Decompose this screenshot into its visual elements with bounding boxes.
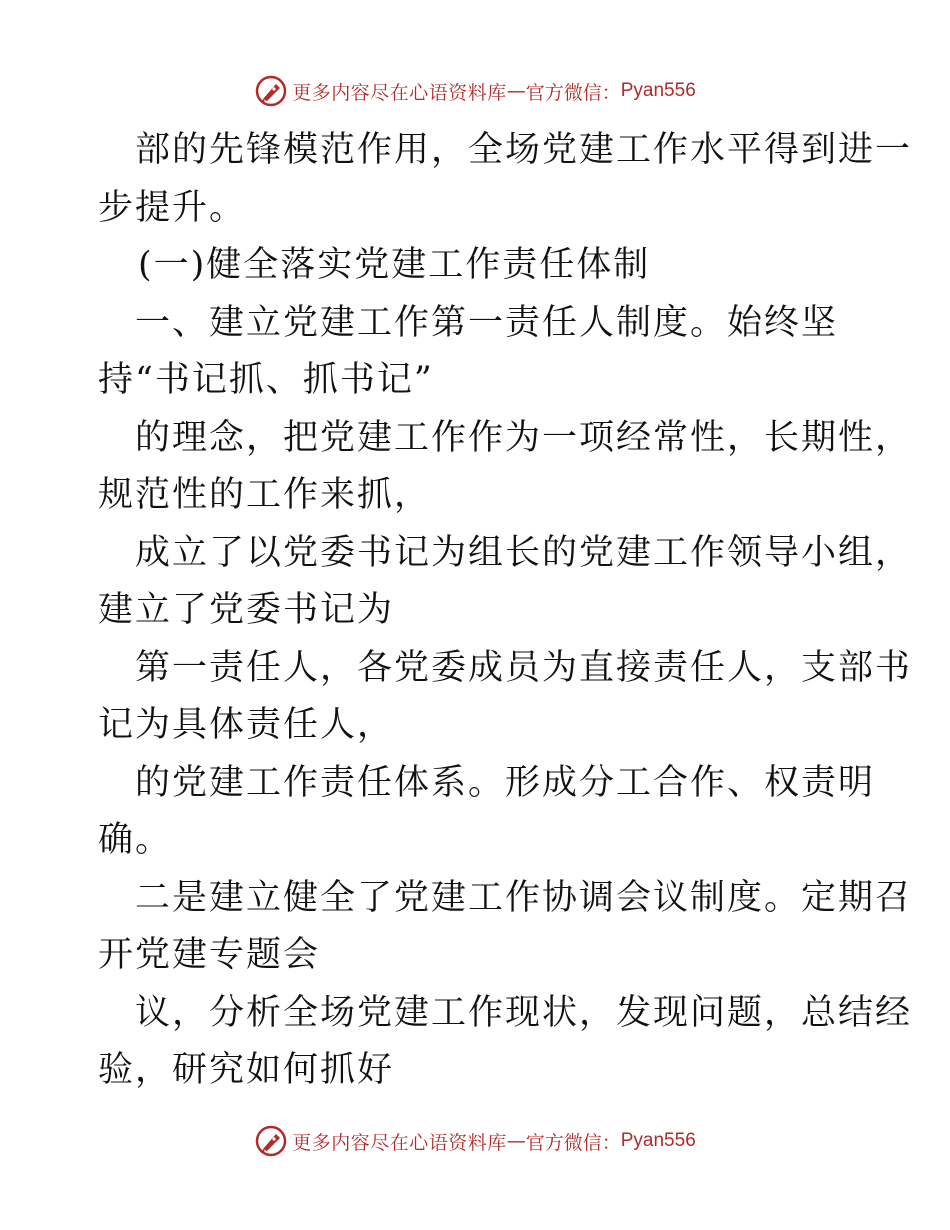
footer-watermark — [0, 1124, 950, 1158]
text-line: 的理念，把党建工作作为一项经常性，长期性， — [135, 417, 913, 458]
pen-nib-logo-icon — [254, 1124, 288, 1158]
text-line: 建立了党委书记为 — [98, 590, 395, 630]
text-line: 验，研究如何抓好 — [98, 1050, 395, 1090]
text-line: 步提升。 — [98, 187, 247, 228]
watermark-text: 更多内容尽在心语资料库 — [292, 81, 507, 104]
section-heading: (一)健全落实党建工作责任体制 — [138, 245, 651, 285]
pen-nib-logo-icon — [254, 74, 288, 108]
document-body — [98, 122, 913, 1100]
watermark-separator: — — [506, 1130, 526, 1152]
text-line: 的党建工作责任体系。形成分工合作、权责明 — [135, 762, 876, 803]
text-line: 第一责任人，各党委成员为直接责任人，支部书 — [135, 647, 913, 688]
text-line: 二是建立健全了党建工作协调会议制度。定期召 — [135, 877, 913, 918]
text-line: 成立了以党委书记为组长的党建工作领导小组， — [135, 532, 913, 573]
text-line: 议，分析全场党建工作现状，发现问题，总结经 — [135, 992, 913, 1033]
watermark-wechat-id: Pyan556 — [620, 80, 696, 101]
watermark-separator: — — [506, 80, 526, 102]
header-watermark — [0, 74, 950, 108]
text-line: 部的先锋模范作用，全场党建工作水平得到进一 — [135, 130, 913, 170]
text-line: 开党建专题会 — [98, 935, 321, 975]
watermark-text: 更多内容尽在心语资料库 — [292, 1131, 507, 1154]
text-line: 持“书记抓、抓书记” — [98, 360, 434, 400]
text-line: 规范性的工作来抓， — [98, 475, 432, 515]
watermark-wechat-label: 官方微信： — [525, 1131, 621, 1154]
text-line: 记为具体责任人， — [98, 705, 395, 745]
watermark-wechat-id: Pyan556 — [620, 1130, 696, 1151]
watermark-wechat-label: 官方微信： — [525, 81, 621, 104]
text-line: 一、建立党建工作第一责任人制度。始终坚 — [135, 302, 839, 343]
text-line: 确。 — [98, 820, 173, 860]
